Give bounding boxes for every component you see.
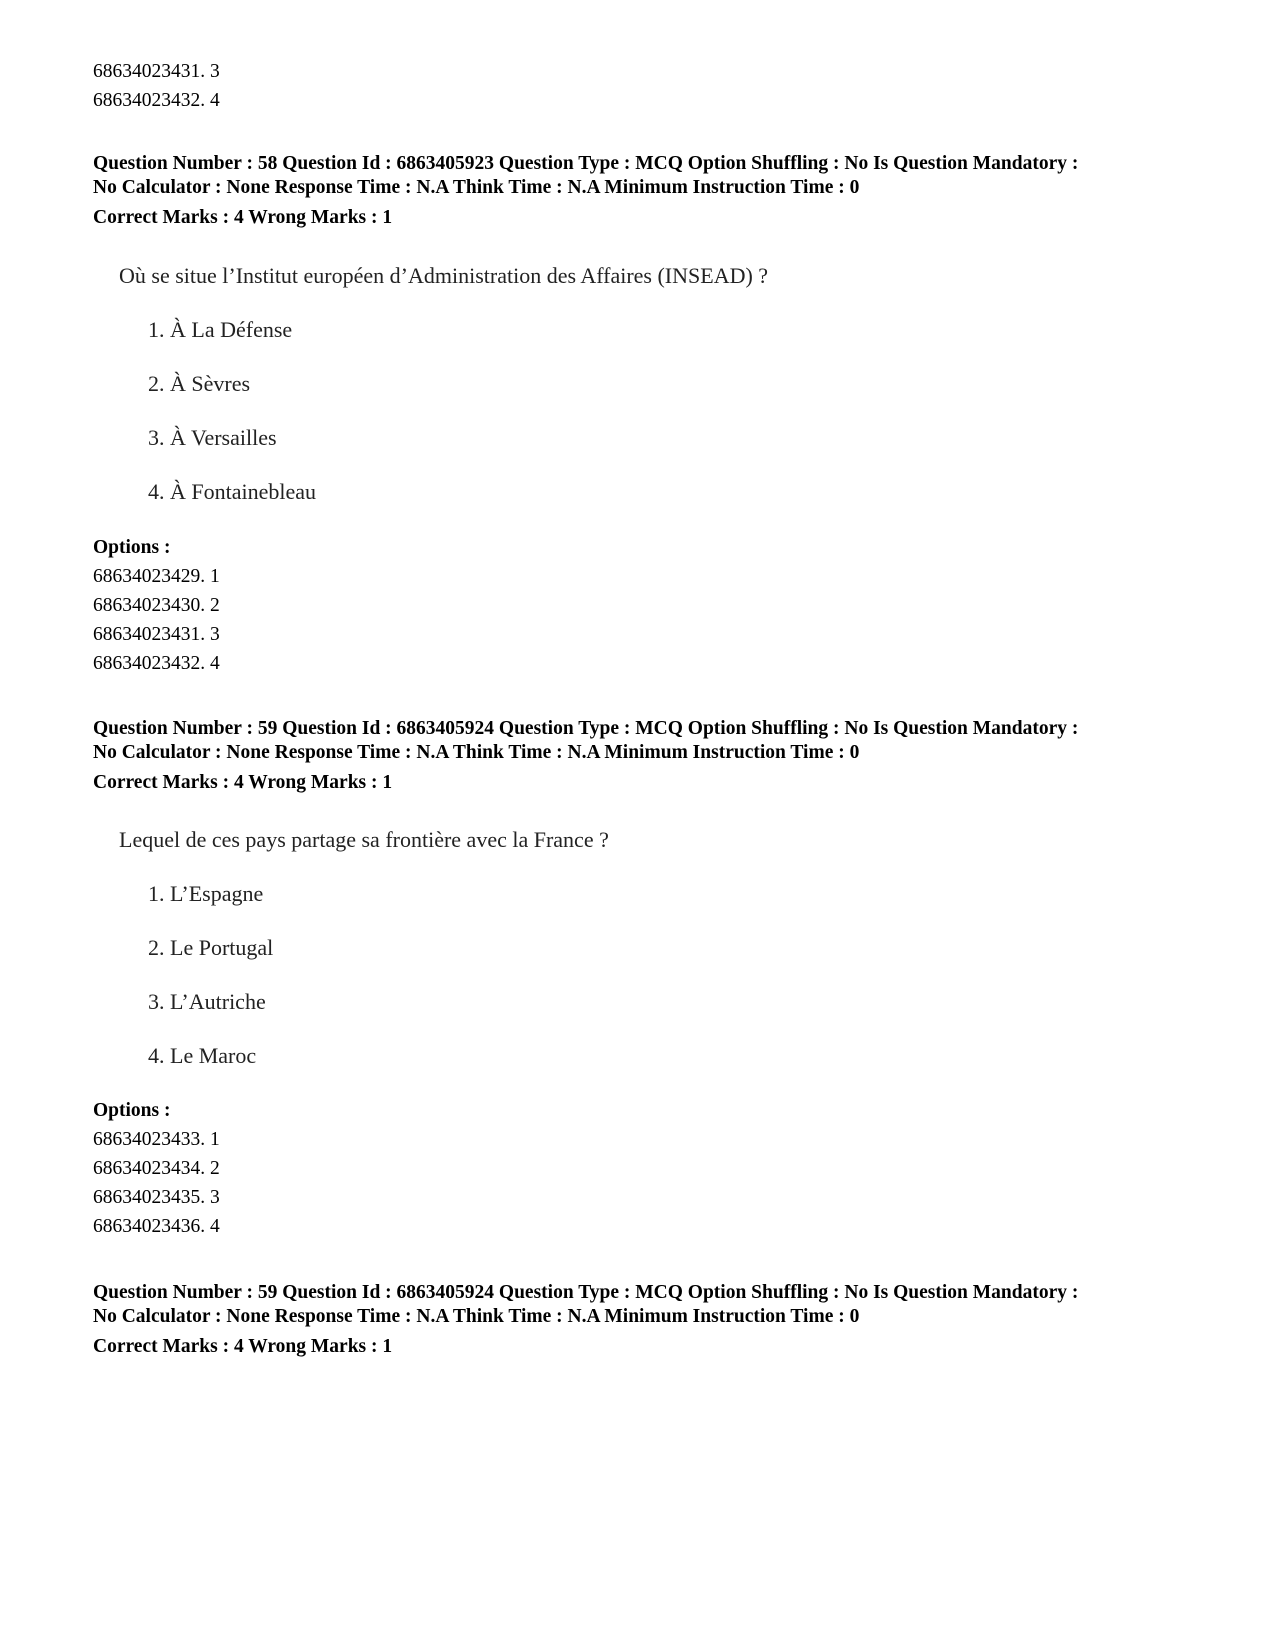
question-marks: Correct Marks : 4 Wrong Marks : 1	[93, 772, 393, 793]
question-59-header	[93, 717, 1213, 797]
options-label: Options :	[93, 1100, 171, 1121]
option-id-line: 68634023431. 3	[93, 61, 220, 82]
options-label: Options :	[93, 537, 171, 558]
option-id-line: 68634023432. 4	[93, 653, 220, 674]
question-meta-line: No Calculator : None Response Time : N.A Think Time : N.A Minimum Instruction Time : 0	[93, 1306, 860, 1327]
question-meta-line: No Calculator : None Response Time : N.A Think Time : N.A Minimum Instruction Time : 0	[93, 177, 860, 198]
option-id-line: 68634023433. 1	[93, 1129, 220, 1150]
option-id-line: 68634023436. 4	[93, 1216, 220, 1237]
option-id-line: 68634023431. 3	[93, 624, 220, 645]
question-marks: Correct Marks : 4 Wrong Marks : 1	[93, 207, 393, 228]
question-58-text: Où se situe l’Institut européen d’Administration des Affaires (INSEAD) ?	[119, 263, 769, 288]
top-options-list	[93, 57, 1213, 115]
question-58-choice: 3. À Versailles	[148, 425, 277, 450]
question-59-choice: 3. L’Autriche	[148, 989, 266, 1014]
question-59-text: Lequel de ces pays partage sa frontière avec la France ?	[119, 827, 609, 852]
question-meta-line: Question Number : 58 Question Id : 6863405923 Question Type : MCQ Option Shuffling : No Is Question Mandatory :	[93, 153, 1079, 174]
question-59-repeat-header	[93, 1281, 1213, 1361]
question-59-choice: 2. Le Portugal	[148, 935, 274, 960]
option-id-line: 68634023435. 3	[93, 1187, 220, 1208]
question-58-choice: 1. À La Défense	[148, 317, 293, 342]
question-58-choice: 2. À Sèvres	[148, 371, 251, 396]
question-58-header	[93, 152, 1213, 232]
question-meta-line: Question Number : 59 Question Id : 6863405924 Question Type : MCQ Option Shuffling : No Is Question Mandatory :	[93, 1282, 1079, 1303]
question-58-choice: 4. À Fontainebleau	[148, 479, 317, 504]
question-59-choice: 4. Le Maroc	[148, 1043, 257, 1068]
question-58-options	[93, 533, 1213, 678]
question-59-choice: 1. L’Espagne	[148, 881, 264, 906]
question-meta-line: No Calculator : None Response Time : N.A Think Time : N.A Minimum Instruction Time : 0	[93, 742, 860, 763]
option-id-line: 68634023434. 2	[93, 1158, 220, 1179]
question-marks: Correct Marks : 4 Wrong Marks : 1	[93, 1336, 393, 1357]
option-id-line: 68634023429. 1	[93, 566, 220, 587]
question-meta-line: Question Number : 59 Question Id : 6863405924 Question Type : MCQ Option Shuffling : No Is Question Mandatory :	[93, 718, 1079, 739]
question-59-options	[93, 1096, 1213, 1241]
option-id-line: 68634023432. 4	[93, 90, 220, 111]
option-id-line: 68634023430. 2	[93, 595, 220, 616]
